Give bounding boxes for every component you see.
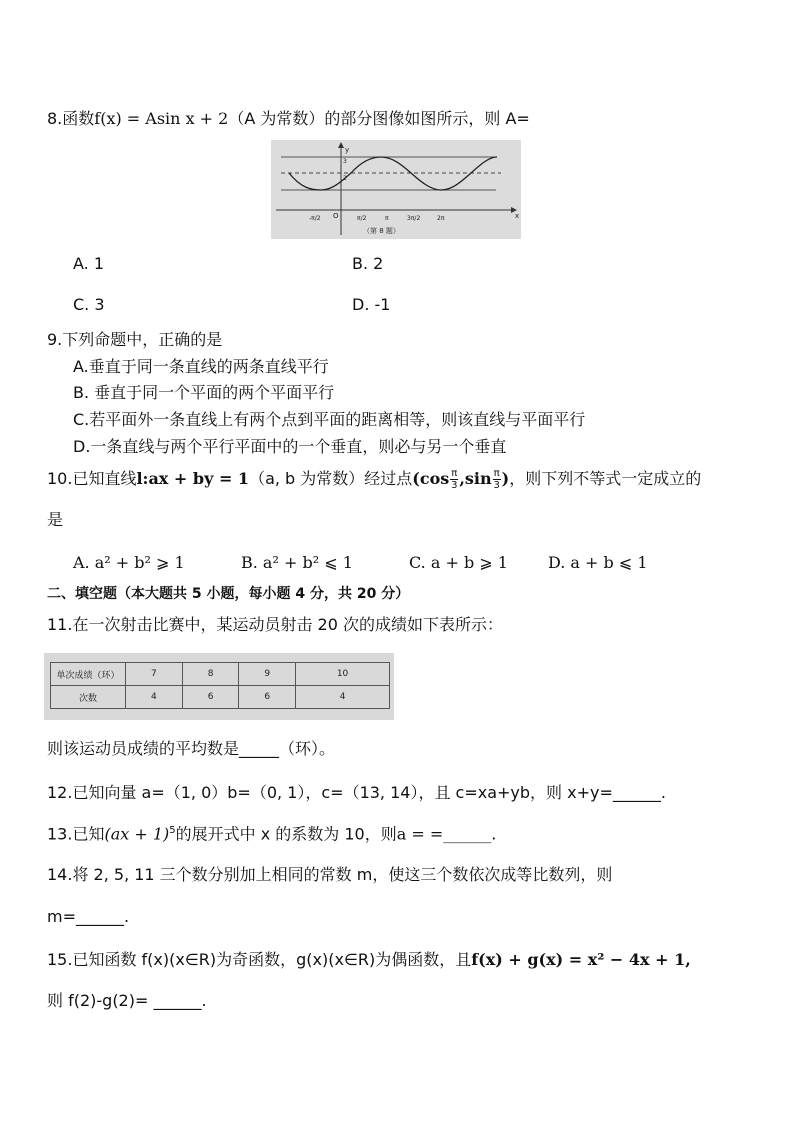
y-tick-2: 2 bbox=[343, 175, 347, 182]
q11-answer-line: 则该运动员成绩的平均数是_____（环）。 bbox=[47, 739, 336, 758]
q8-stem bbox=[47, 108, 530, 130]
table-cell: 6 bbox=[182, 686, 239, 709]
q10-option-c: C. a + b ⩾ 1 bbox=[409, 553, 508, 572]
q8-option-c: C. 3 bbox=[73, 295, 105, 314]
q9-option-c: C.若平面外一条直线上有两个点到平面的距离相等，则该直线与平面平行 bbox=[73, 410, 586, 429]
q10-prefix: 10.已知直线 bbox=[47, 469, 137, 488]
origin-label: O bbox=[333, 212, 339, 220]
table-cell: 4 bbox=[296, 686, 390, 709]
table-cell: 单次成绩（环） bbox=[51, 663, 126, 686]
q10-stem bbox=[47, 466, 701, 492]
q13-exp: 5 bbox=[169, 825, 176, 836]
q13-expr: (ax + 1) bbox=[104, 824, 170, 844]
y-tick-3: 3 bbox=[343, 158, 347, 165]
x-tick-neg-half-pi: -π/2 bbox=[309, 215, 321, 222]
section-heading: 二、填空题（本大题共 5 小题，每小题 4 分，共 20 分） bbox=[47, 586, 410, 602]
q14-stem: 14.将 2, 5, 11 三个数分别加上相同的常数 m，使这三个数依次成等比数列，则 bbox=[47, 865, 613, 884]
q8-suffix: （A 为常数）的部分图像如图所示，则 A= bbox=[228, 109, 530, 128]
q8-graph-figure bbox=[271, 140, 521, 239]
q15-stem-line2: 则 f(2)-g(2)= ______. bbox=[47, 991, 207, 1010]
q10-frac-sin: $\frac{\pi}{3}$ bbox=[493, 468, 500, 491]
q9-option-b: B. 垂直于同一个平面的两个平面平行 bbox=[73, 383, 335, 402]
q10-middle: （a, b 为常数）经过点 bbox=[249, 469, 413, 488]
q8-formula: f(x) = Asin x + 2 bbox=[94, 109, 229, 128]
x-axis-label: x bbox=[515, 212, 520, 220]
x-tick-3half-pi: 3π/2 bbox=[407, 215, 421, 222]
q13-suffix: 的展开式中 x 的系数为 10，则 bbox=[175, 824, 397, 844]
table-cell: 10 bbox=[296, 663, 390, 686]
x-tick-half-pi: π/2 bbox=[357, 215, 367, 222]
table-cell: 6 bbox=[239, 686, 296, 709]
q8-option-b: B. 2 bbox=[352, 254, 384, 273]
q13-tail: a = =______. bbox=[396, 824, 497, 844]
q10-option-a: A. a² + b² ⩾ 1 bbox=[73, 553, 185, 572]
q10-suffix: ，则下列不等式一定成立的 bbox=[509, 469, 702, 488]
table-cell: 次数 bbox=[51, 686, 126, 709]
q10-point-close: ) bbox=[501, 469, 510, 488]
q11-score-table-image bbox=[44, 653, 394, 720]
q9-option-a: A.垂直于同一条直线的两条直线平行 bbox=[73, 357, 329, 376]
table-cell: 9 bbox=[239, 663, 296, 686]
x-tick-2pi: 2π bbox=[437, 215, 445, 222]
q13-prefix: 13.已知 bbox=[47, 824, 105, 844]
score-table bbox=[50, 662, 390, 709]
q10-stem-line2: 是 bbox=[47, 510, 64, 529]
q10-point-sep: ,sin bbox=[459, 469, 492, 488]
q8-prefix: 8.函数 bbox=[47, 109, 95, 128]
q8-option-d: D. -1 bbox=[352, 295, 391, 314]
q9-stem: 9.下列命题中，正确的是 bbox=[47, 330, 223, 349]
table-cell: 4 bbox=[126, 686, 183, 709]
table-cell: 7 bbox=[126, 663, 183, 686]
q12-stem: 12.已知向量 a=（1, 0）b=（0, 1），c=（13, 14），且 c=xa+yb，则 x+y=______. bbox=[47, 783, 666, 802]
q15-formula: f(x) + g(x) = x² − 4x + 1, bbox=[471, 950, 691, 969]
sine-graph bbox=[271, 140, 521, 239]
y-axis-label: y bbox=[345, 146, 350, 154]
q13-stem bbox=[47, 820, 496, 845]
q10-option-d: D. a + b ⩽ 1 bbox=[548, 553, 648, 572]
q10-option-b: B. a² + b² ⩽ 1 bbox=[241, 553, 353, 572]
q15-prefix: 15.已知函数 f(x)(x∈R)为奇函数，g(x)(x∈R)为偶函数，且 bbox=[47, 950, 472, 969]
q8-option-a: A. 1 bbox=[73, 254, 105, 273]
q15-stem bbox=[47, 949, 691, 971]
table-cell: 8 bbox=[182, 663, 239, 686]
q10-line-eq: l:ax + by = 1 bbox=[136, 469, 250, 488]
figure-caption: （第 8 题） bbox=[363, 227, 400, 235]
q11-stem: 11.在一次射击比赛中，某运动员射击 20 次的成绩如下表所示： bbox=[47, 615, 503, 634]
table-row bbox=[51, 686, 390, 709]
q10-point-open: (cos bbox=[412, 469, 450, 488]
q10-frac-cos: $\frac{\pi}{3}$ bbox=[451, 468, 458, 491]
x-tick-pi: π bbox=[385, 215, 389, 222]
q9-option-d: D.一条直线与两个平行平面中的一个垂直，则必与另一个垂直 bbox=[73, 437, 507, 456]
table-row bbox=[51, 663, 390, 686]
q14-stem-line2: m=______. bbox=[47, 907, 130, 926]
